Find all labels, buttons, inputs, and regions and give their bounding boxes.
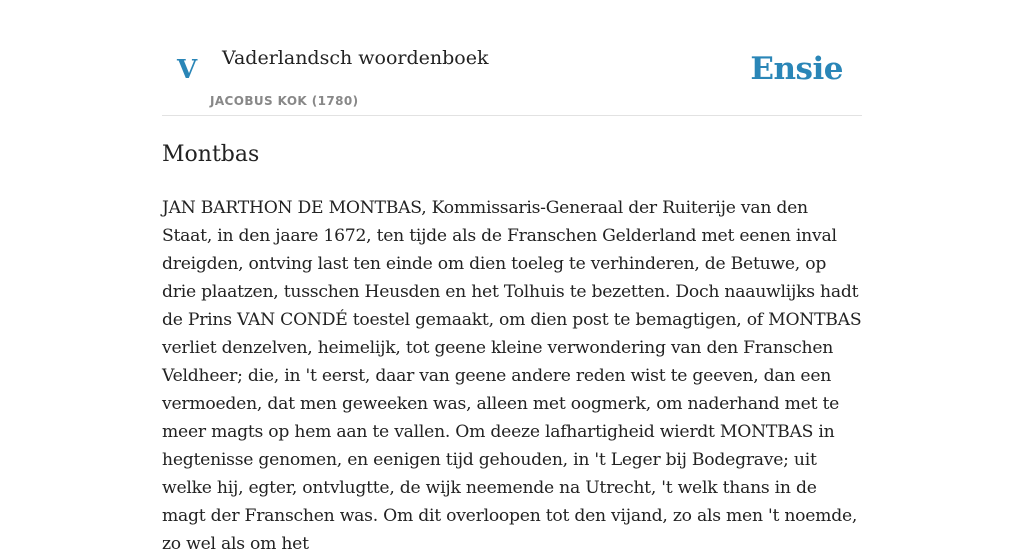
ensie-logo[interactable]: Ensie: [750, 51, 843, 87]
entry-article: [162, 138, 862, 558]
book-author: JACOBUS KOK (1780): [210, 94, 359, 108]
book-title-link[interactable]: Vaderlandsch woordenboek: [222, 47, 489, 69]
book-header: [162, 0, 862, 116]
entry-body-text: JAN BARTHON DE MONTBAS, Kommissaris-Generaal der Ruiterije van den Staat, in den jaare 1672, ten tijde als de Franschen Gelderland met eenen inval dreigden, ontving last ten einde om dien toeleg te verhinderen, de Betuwe, op drie plaatzen, tusschen Heusden en het Tolhuis te bezetten. Doch naauwlijks hadt de Prins VAN CONDÉ toestel gemaakt, om dien post te bemagtigen, of MONTBAS verliet denzelven, heimelijk, tot geene kleine verwondering van den Franschen Veldheer; die, in 't eerst, daar van geene andere reden wist te geeven, dan een vermoeden, dat men geweeken was, alleen met oogmerk, om naderhand met te meer magts op hem aan te vallen. Om deeze lafhartigheid wierdt MONTBAS in hegtenisse genomen, en eenigen tijd gehouden, in 't Leger bij Bodegrave; uit welke hij, egter, ontvlugtte, de wijk neemende na Utrecht, 't welk thans in de magt der Franschen was. Om dit overloopen tot den vijand, zo als men 't noemde, zo wel als om het: [162, 198, 862, 554]
page-title: Montbas: [162, 142, 260, 167]
book-letter-icon[interactable]: V: [177, 55, 198, 85]
